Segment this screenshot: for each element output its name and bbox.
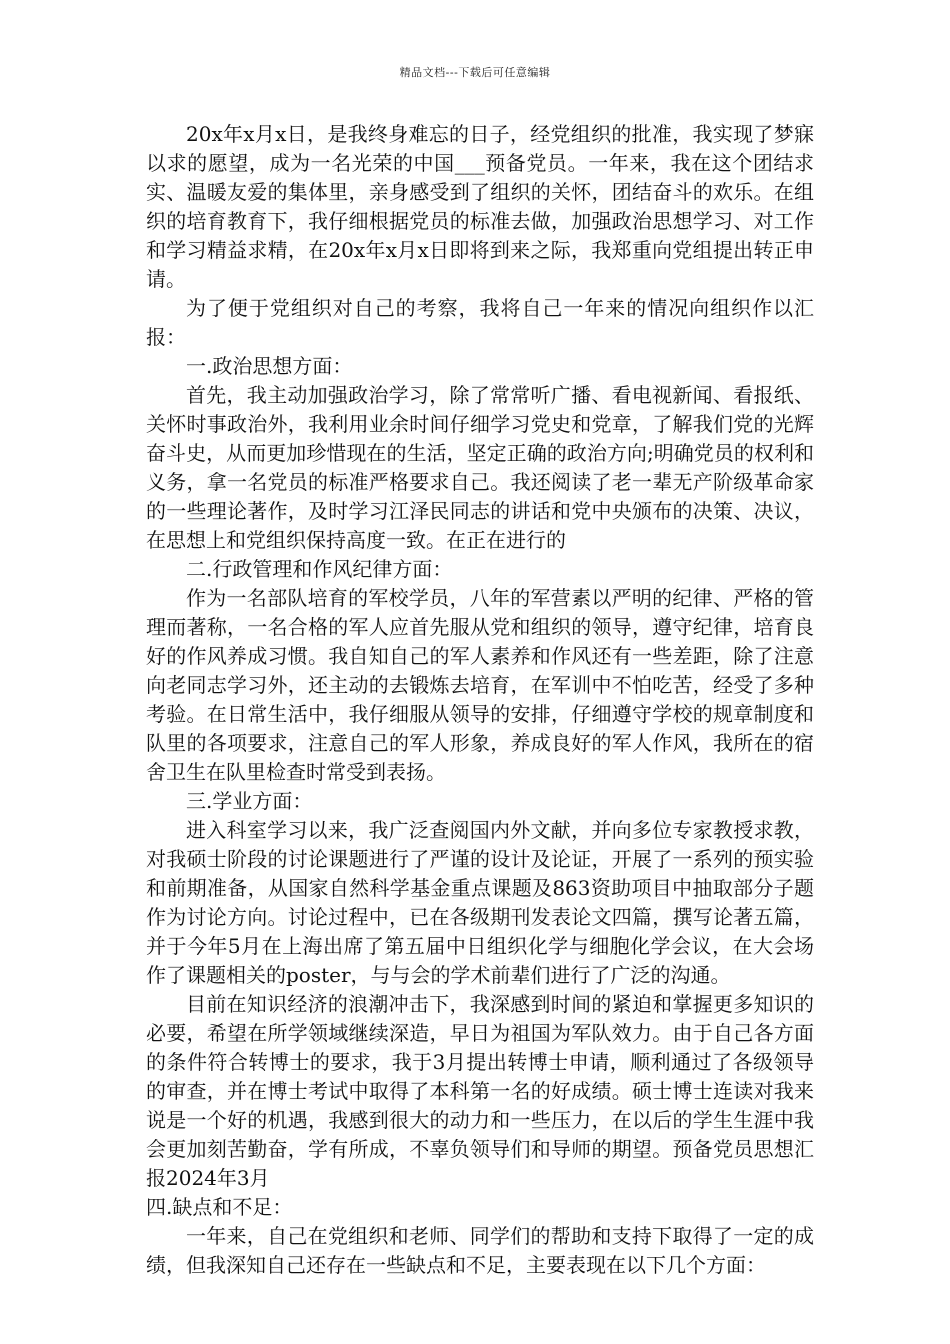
page-header: 精品文档---下载后可任意编辑	[399, 66, 551, 79]
paragraph-intro: 20x年x月x日，是我终身难忘的日子，经党组织的批准，我实现了梦寐以求的愿望，成为一名光荣的中国___预备党员。一年来，我在这个团结求实、温暖友爱的集体里，亲身感受到了组织的关怀，团结奋斗的欢乐。在组织的培育教育下，我仔细根据党员的标准去做，加强政治思想学习、对工作和学习精益求精，在20x年x月x日即将到来之际，我郑重向党组提出转正申请。	[146, 122, 814, 291]
paragraph-study: 进入科室学习以来，我广泛查阅国内外文献，并向多位专家教授求教，对我硕士阶段的讨论课题进行了严谨的设计及论证，开展了一系列的预实验和前期准备，从国家自然科学基金重点课题及863资助项目中抽取部分子题作为讨论方向。讨论过程中，已在各级期刊发表论文四篇，撰写论著五篇，并于今年5月在上海出席了第五届中日组织化学与细胞化学会议，在大会场作了课题相关的poster，与与会的学术前辈们进行了广泛的沟通。	[146, 818, 814, 987]
section-heading-political: 一.政治思想方面：	[186, 354, 353, 378]
paragraph-report-preface: 为了便于党组织对自己的考察，我将自己一年来的情况向组织作以汇报：	[146, 296, 814, 349]
section-heading-shortcomings: 四.缺点和不足：	[146, 1195, 293, 1219]
paragraph-political: 首先，我主动加强政治学习，除了常常听广播、看电视新闻、看报纸、关怀时事政治外，我利用业余时间仔细学习党史和党章，了解我们党的光辉奋斗史，从而更加珍惜现在的生活，坚定正确的政治方向;明确党员的权利和义务，拿一名党员的标准严格要求自己。我还阅读了老一辈无产阶级革命家的一些理论著作，及时学习江泽民同志的讲话和党中央颁布的决策、决议，在思想上和党组织保持高度一致。在正在进行的	[146, 383, 814, 552]
paragraph-shortcomings: 一年来，自己在党组织和老师、同学们的帮助和支持下取得了一定的成绩，但我深知自己还存在一些缺点和不足，主要表现在以下几个方面：	[146, 1224, 814, 1277]
section-heading-study: 三.学业方面：	[186, 789, 313, 813]
section-heading-discipline: 二.行政管理和作风纪律方面：	[186, 557, 453, 581]
paragraph-discipline: 作为一名部队培育的军校学员，八年的军营素以严明的纪律、严格的管理而著称，一名合格的军人应首先服从党和组织的领导，遵守纪律，培育良好的作风养成习惯。我自知自己的军人素养和作风还有一些差距，除了注意向老同志学习外，还主动的去锻炼去培育，在军训中不怕吃苦，经受了多种考验。在日常生活中，我仔细服从领导的安排，仔细遵守学校的规章制度和队里的各项要求，注意自己的军人形象，养成良好的军人作风，我所在的宿舍卫生在队里检查时常受到表扬。	[146, 586, 814, 784]
document-body	[146, 120, 814, 1280]
paragraph-further-study: 目前在知识经济的浪潮冲击下，我深感到时间的紧迫和掌握更多知识的必要，希望在所学领域继续深造，早日为祖国为军队效力。由于自己各方面的条件符合转博士的要求，我于3月提出转博士申请，顺利通过了各级领导的审查，并在博士考试中取得了本科第一名的好成绩。硕士博士连读对我来说是一个好的机遇，我感到很大的动力和一些压力，在以后的学生生涯中我会更加刻苦勤奋，学有所成，不辜负领导们和导师的期望。预备党员思想汇报2024年3月	[146, 992, 814, 1190]
